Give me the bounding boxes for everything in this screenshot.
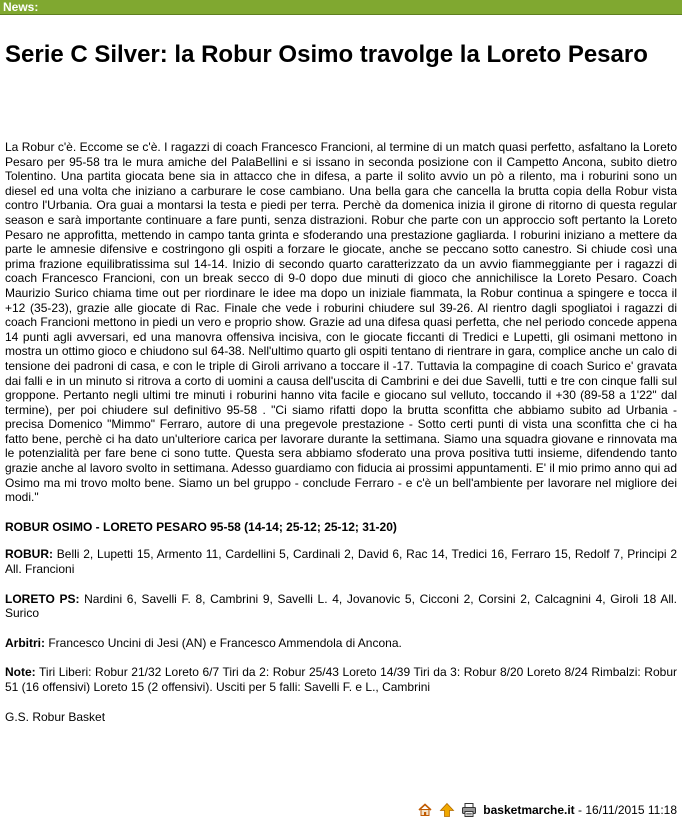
game-notes [5,665,677,694]
referees-text: Francesco Uncini di Jesi (AN) e Francesco Ammendola di Ancona. [45,635,402,650]
article-content [5,140,677,739]
brand-link[interactable]: basketmarche.it [483,803,575,817]
notes-label: Note: [5,665,36,680]
up-arrow-icon[interactable] [439,802,455,818]
printer-icon[interactable] [461,802,477,818]
article-footer [417,802,677,818]
article-body: La Robur c'è. Eccome se c'è. I ragazzi di coach Francesco Francioni, al termine di un match quasi perfetto, asfaltano la Loreto Pesaro per 95-58 tra le mura amiche del PalaBellini e si issano in seconda posizione con il Campetto Ancona, subito dietro Tolentino. Una partita giocata bene sia in attacco che in difesa, a parte il solito avvio un pò a rilento, ma i roburini sono un diesel ed una volta che iniziano a carburare le cose cambiano. Una bella gara che cancella la brutta copia della Robur vista contro l'Urbania. Ora guai a montarsi la testa e piedi per terra. Perchè da domenica inizia il girone di ritorno di questa regular season e sarà importante continuare a fare punti, senza distrazioni. Robur che parte con un approccio soft pertanto la Loreto Pesaro ne approfitta, mettendo in campo tanta grinta e sfoderando una prestazione gagliarda. I roburini iniziano a mettere da parte le amnesie difensive e costringono gli ospiti a forzare le giocate, anche se peccano sotto canestro. Si chiude così una prima frazione equilibratissima sul 14-14. Inizio di secondo quarto caratterizzato da un avvio fiammeggiante per i ragazzi di coach Francesco Francioni, con un break secco di 9-0 dopo due minuti di gioco che annichilisce la Loreto Pesaro. Coach Maurizio Surico chiama time out per riordinare le idee ma dopo un iniziale fiammata, la Robur continua a spingere e tocca il +12 (35-23), grazie alle giocate di Rac. Finale che vede i roburini chiudere sul 39-26. Al rientro dagli spogliatoi i ragazzi di coach Francioni mettono in piedi un vero e proprio show. Grazie ad una difesa quasi perfetta, che nel periodo concede appena 14 punti agli avversari, ed una manovra offensiva incisiva, con le giocate ficcanti di Tredici e Lupetti, gli osimani mettono in mostra un ottimo gioco e chiudono sul 64-38. Nell'ultimo quarto gli ospiti tentano di rientrare in gara, complice anche un calo di tensione dei padroni di casa, e con le triple di Giroli arrivano a toccare il -17. Tuttavia la compagine di coach Surico e' gravata dai falli e in un minuto si ritrova a corto di uomini a causa dell'uscita di Cambrini e dei due Savelli, tutti e tre con cinque falli sul groppone. Pertanto negli ultimi tre minuti i roburini hanno vita facile e giocano sul velluto, toccando il +30 (89-58 a 1'22" dal termine), per poi chiudere sul definitivo 95-58 . "Ci siamo rifatti dopo la brutta sconfitta che abbiamo subito ad Urbania - precisa Domenico "Mimmo" Ferraro, autore di una pregevole prestazione - Sotto certi punti di vista una sconfitta che ci ha fatto bene, perchè ci ha dato un'ulteriore carica per lavorare durante la settimana. Siamo una squadra giovane e rinnovata ma le potenzialità per fare bene ci sono tutte. Questa sera abbiamo sfoderato una prova positiva tutti insieme, difendendo tanto grazie anche al lavoro svolto in settimana. Adesso guardiamo con fiducia ai prossimi appuntamenti. E' il mio primo anno qui ad Osimo ma mi trovo molto bene. Siamo un bel gruppo - conclude Ferraro - e c'è un bell'ambiente per lavorare nel migliore dei modi." [5,140,677,505]
footer-separator: - [574,803,586,817]
footer-source [483,802,677,818]
home-icon[interactable] [417,802,433,818]
referees [5,636,677,651]
article-title: Serie C Silver: la Robur Osimo travolge la Loreto Pesaro [5,41,648,68]
robur-label: ROBUR: [5,547,53,562]
signature: G.S. Robur Basket [5,709,106,724]
loreto-roster [5,592,677,621]
publish-date: 16/11/2015 11:18 [585,803,677,817]
robur-players: Belli 2, Lupetti 15, Armento 11, Cardellini 5, Cardinali 2, David 6, Rac 14, Tredici 16, Ferraro 15, Redolf 7, Principi 2 All. Francioni [5,547,677,577]
referees-label: Arbitri: [5,635,45,650]
loreto-players: Nardini 6, Savelli F. 8, Cambrini 9, Savelli L. 4, Jovanovic 5, Cicconi 2, Corsini 2, Calcagnini 4, Giroli 18 All. Surico [5,591,677,621]
score-line-text: ROBUR OSIMO - LORETO PESARO 95-58 (14-14; 25-12; 25-12; 31-20) [5,519,397,534]
news-label: News: [3,0,39,14]
robur-roster [5,547,677,576]
score-line [5,520,677,535]
news-header-bar [0,0,682,15]
loreto-label: LORETO PS: [5,591,80,606]
notes-text: Tiri Liberi: Robur 21/32 Loreto 6/7 Tiri da 2: Robur 25/43 Loreto 14/39 Tiri da 3: Robur 8/20 Loreto 8/24 Rimbalzi: Robur 51 (16 offensivi) Loreto 15 (2 offensivi). Usciti per 5 falli: Savelli F. e L., Cambrini [5,665,677,694]
